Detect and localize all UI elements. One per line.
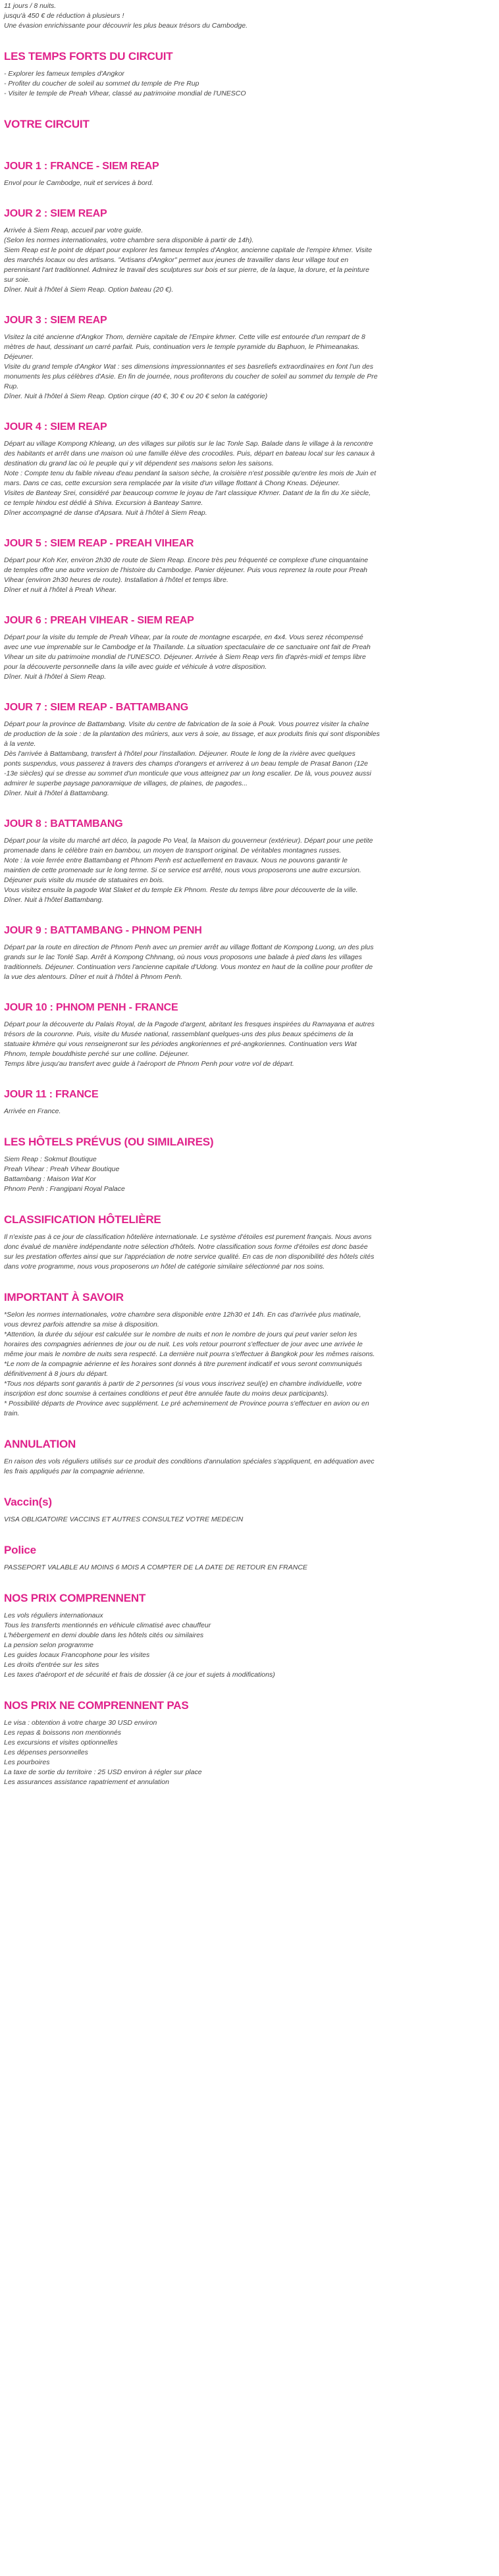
day-title: JOUR 4 : SIEM REAP [4,421,107,433]
day-description-line: Rup. [4,382,19,390]
day-description-line: destination du grand lac où le peuple qui y vit dépendent ses maisons selon les saisons. [4,460,274,467]
day-description-line: Déjeuner. [4,353,34,361]
text-line: Preah Vihear : Preah Vihear Boutique [4,1165,120,1173]
day-description-line: Départ pour la découverte du Palais Royal, de la Pagode d'argent, abritant les fresques inspirées du Ramayana et autres [4,1020,375,1028]
day-description-line: Dès l'arrivée à Battambang, transfert à l'hôtel pour l'installation. Déjeuner. Route le long de la rivière avec quelques [4,750,355,758]
text-line: La taxe de sortie du territoire : 25 USD environ à régler sur place [4,1768,202,1776]
text-line: *Le nom de la compagnie aérienne et les horaires sont donnés à titre purement indicatif et vous seront communiqués [4,1360,362,1368]
highlight-item: - Explorer les fameux temples d'Angkor [4,70,124,78]
text-line: donc évalué de manière indépendante notre sélection d'hôtels. Notre classification sous forme d'étoiles est donc basée [4,1243,368,1251]
day-description-line: ponts suspendus, vous passerez à travers des champs d'orangers et arriverez à un beau temple de Prasat Banon (12e [4,760,368,768]
annulation-title: ANNULATION [4,1438,76,1450]
text-line: Les dépenses personnelles [4,1748,88,1756]
itinerary-day [4,537,487,595]
day-description-line: Vihear (environ 2h30 heures de route). Installation à l'hôtel et temps libre. [4,576,228,584]
text-line: Siem Reap : Sokmut Boutique [4,1155,97,1163]
important-section [4,1290,487,1419]
day-description-line: traditionnels. Déjeuner. Continuation vers l'ancienne capitale d'Udong. Vous montez en haut de la colline pour profiter de [4,963,373,971]
itinerary-day [4,313,487,402]
itinerary-day [4,207,487,295]
highlight-item: - Visiter le temple de Preah Vihear, classé au patrimoine mondial de l'UNESCO [4,90,246,97]
day-description-line: Départ pour la visite du temple de Preah Vihear, par la route de montagne escarpée, en 4x4. Vous serez récompensé [4,633,363,641]
text-line: PASSEPORT VALABLE AU MOINS 6 MOIS A COMPTER DE LA DATE DE RETOUR EN FRANCE [4,1564,307,1571]
text-line: Les assurances assistance rapatriement et annulation [4,1778,169,1786]
day-description-line: la vue des alentours. Dîner et nuit à l'hôtel à Phnom Penh. [4,973,183,981]
day-description-line: Dîner. Nuit à l'hôtel à Siem Reap. Option bateau (20 €). [4,286,174,294]
day-description-line: admirer le superbe paysage panoramique de villages, de plaines, de pagodes... [4,779,248,787]
day-title: JOUR 3 : SIEM REAP [4,315,107,326]
itinerary-day [4,817,487,905]
day-description-line: Départ par la route en direction de Phnom Penh avec un premier arrêt au village flottant de Kompong Luong, un des plus [4,943,374,951]
text-line: Battambang : Maison Wat Kor [4,1175,96,1183]
included-title: NOS PRIX COMPRENNENT [4,1592,146,1604]
excluded-section [4,1698,487,1787]
text-line: Les pourboires [4,1758,50,1766]
itinerary-day [4,159,487,188]
text-line: sur les prestation offertes ainsi que sur l'appréciation de notre service qualité. En cas de non disponibilité des hôtels cités [4,1253,375,1261]
day-description-line: Note : Compte tenu du faible niveau d'eau pendant la saison sèche, la croisière n'est possible qu'entre les mois de Juin et [4,469,377,477]
itinerary-day [4,420,487,518]
excluded-list [4,1718,487,1787]
text-line: dans votre programme, nous vous proposerons un hôtel de catégorie similaire sélectionné par nos soins. [4,1263,325,1271]
text-line: Les excursions et visites optionnelles [4,1739,118,1747]
day-description-line: promenade dans le célèbre train en bambou, un moyen de transport original. De véritables montagnes russes. [4,847,342,854]
text-line: La pension selon programme [4,1641,93,1649]
police-section [4,1543,487,1573]
day-description-line: mars. Dans ce cas, cette excursion sera remplacée par la visite d'un village flottant à Chong Kneas. Déjeuner. [4,479,340,487]
excluded-title: NOS PRIX NE COMPRENNENT PAS [4,1699,189,1712]
annulation-text [4,1457,487,1477]
text-line: *Tous nos départs sont garantis à partir de 2 personnes (si vous vous inscrivez seul(e) en chambre individuelle, votre [4,1380,362,1388]
day-description-line: perennisant l'art traditionnel. Admirez le travail des sculptures sur bois et sur pierre, de la laque, la dorure, et la peinture [4,266,369,274]
classification-text [4,1232,487,1272]
day-description-line: Départ au village Kompong Khleang, un des villages sur pilotis sur le lac Tonle Sap. Balade dans le village à la rencontre [4,440,373,448]
day-description-line: trésors de la couronne. Puis, visite du Musée national, rassemblant quelques-uns des plus beaux spécimens de la [4,1030,354,1038]
police-title: Police [4,1544,36,1556]
day-description-line: Visitez la cité ancienne d'Angkor Thom, dernière capitale de l'Empire khmer. Cette ville est entourée d'un rempart de 8 [4,333,365,341]
text-line: même jour mais le nombre de nuits sera respecté. La dernière nuit pourra s'effectuer à Bangkok pour les mêmes raisons. [4,1350,375,1358]
text-line: Les guides locaux Francophone pour les visites [4,1651,150,1659]
classification-section [4,1213,487,1272]
hotels-list [4,1155,487,1194]
day-description-line: à la vente. [4,740,36,748]
included-list [4,1611,487,1680]
text-line: Les droits d'entrée sur les sites [4,1661,99,1669]
text-line: VISA OBLIGATOIRE VACCINS ET AUTRES CONSULTEZ VOTRE MEDECIN [4,1515,244,1523]
vaccins-text [4,1515,487,1525]
highlights-section [4,49,487,99]
circuit-title: VOTRE CIRCUIT [4,118,90,130]
text-line: les frais appliqués par la compagnie aérienne. [4,1467,145,1475]
highlights-title: LES TEMPS FORTS DU CIRCUIT [4,50,173,63]
day-description-line: Arrivée en France. [4,1107,61,1115]
intro [4,1,487,31]
day-description-line: des marchés locaux ou des artisans. "Artisans d'Angkor" permet aux jeunes de travailler dans leur village tout en [4,256,349,264]
text-line: L'hébergement en demi double dans les hôtels cités ou similaires [4,1631,204,1639]
day-title: JOUR 9 : BATTAMBANG - PHNOM PENH [4,925,202,936]
included-section [4,1591,487,1680]
day-description-line: Dîner. Nuit à l'hôtel à Siem Reap. [4,673,107,681]
day-description-line: statuaire khmère qui vous renseigneront sur les périodes angkoriennes et pré-angkoriennes. Continuation vers Wat [4,1040,357,1048]
hotels-title: LES HÔTELS PRÉVUS (OU SIMILAIRES) [4,1136,214,1148]
day-description-line: maintien de cette promenade sur le long terme. Si ce service est arrêté, nous vous proposerons une autre excursion. [4,866,361,874]
day-description-line: Départ pour Koh Ker, environ 2h30 de route de Siem Reap. Encore très peu fréquenté ce complexe d'une cinquantaine [4,556,369,564]
day-title: JOUR 7 : SIEM REAP - BATTAMBANG [4,702,189,713]
itinerary-day [4,1088,487,1117]
intro-description: Une évasion enrichissante pour découvrir les plus beaux trésors du Cambodge. [4,22,248,30]
day-description-line: Départ pour la province de Battambang. Visite du centre de fabrication de la soie à Pouk. Vous pourrez visiter la chaîne [4,720,369,728]
text-line: Le visa : obtention à votre charge 30 USD environ [4,1719,157,1727]
text-line: Il n'existe pas à ce jour de classification hôtelière internationale. Le système d'étoiles est purement français. Nous avons [4,1233,372,1241]
day-title: JOUR 8 : BATTAMBANG [4,818,123,829]
vaccins-section [4,1495,487,1525]
vaccins-title: Vaccin(s) [4,1496,52,1508]
important-text [4,1310,487,1419]
text-line: Phnom Penh : Frangipani Royal Palace [4,1185,125,1193]
classification-title: CLASSIFICATION HÔTELIÈRE [4,1213,161,1226]
day-description-line: grands sur le lac Tonlé Sap. Arrêt à Kompong Chhnang, où nous vous proposons une balade à pied dans les villages [4,953,362,961]
day-description-line: Départ pour la visite du marché art déco, la pagode Po Veal, la Maison du gouverneur (extérieur). Départ pour une petite [4,837,373,845]
day-description-line: Visites de Banteay Srei, considéré par beaucoup comme le joyau de l'art classique Khmer. Datant de la fin du Xe siècle, [4,489,371,497]
important-title: IMPORTANT À SAVOIR [4,1291,124,1303]
itinerary-day [4,1001,487,1069]
day-description-line: Vihear un site du patrimoine mondial de l'UNESCO. Déjeuner. Arrivée à Siem Reap vers fin d'après-midi et temps libre [4,653,366,661]
day-title: JOUR 5 : SIEM REAP - PREAH VIHEAR [4,538,194,549]
police-text [4,1563,487,1573]
text-line: vous devrez parfois attendre sa mise à disposition. [4,1321,159,1328]
text-line: *Attention, la durée du séjour est calculée sur le nombre de nuits et non le nombre de jours qui peut varier selon les [4,1330,357,1338]
day-description-line: Vous visitez ensuite la pagode Wat Slaket et du temple Ek Phnom. Reste du temps libre pour découverte de la ville. [4,886,358,894]
day-title: JOUR 1 : FRANCE - SIEM REAP [4,161,159,172]
day-description-line: Dîner et nuit à l'hôtel à Preah Vihear. [4,586,117,594]
day-description-line: de temples offre une autre version de l'histoire du Cambodge. Panier déjeuner. Puis vous reprenez la route pour Preah [4,566,368,574]
text-line: Tous les transferts mentionnés en véhicule climatisé avec chauffeur [4,1621,211,1629]
itinerary-day [4,700,487,799]
text-line: train. [4,1409,20,1417]
day-description-line: sur soie. [4,276,30,284]
text-line: En raison des vols réguliers utilisés sur ce produit des conditions d'annulation spéciales s'appliquent, en adéquation avec [4,1458,375,1465]
day-title: JOUR 10 : PHNOM PENH - FRANCE [4,1002,178,1013]
day-description-line: ce temple hindou est dédié à Shiva. Excursion à Banteay Samre. [4,499,203,507]
day-description-line: mètres de haut, dessinant un carré parfait. Puis, continuation vers le temple pyramide du Baphuon, le Phimeanakas. [4,343,360,351]
day-description-line: Siem Reap est le point de départ pour explorer les fameux temples d'Angkor, ancienne capitale de l'empire khmer. Visite [4,246,373,254]
day-description-line: Dîner. Nuit à l'hôtel à Siem Reap. Option cirque (40 €, 30 € ou 20 € selon la catégorie) [4,392,268,400]
day-description-line: monuments les plus célèbres d'Asie. En fin de journée, nous profiterons du coucher de soleil au sommet du temple de Pre [4,373,378,381]
text-line: inscription est donc soumise à certaines conditions et peut être annulée faute du moins deux participants). [4,1390,329,1398]
intro-discount: jusqu'à 450 € de réduction à plusieurs ! [4,12,124,20]
day-description-line: Dîner. Nuit à l'hôtel à Battambang. [4,789,109,797]
day-title: JOUR 6 : PREAH VIHEAR - SIEM REAP [4,615,194,626]
day-description-line: Arrivée à Siem Reap, accueil par votre guide. [4,226,144,234]
day-description-line: Temps libre jusqu'au transfert avec guide à l'aéroport de Phnom Penh pour votre vol de départ. [4,1060,294,1068]
day-title: JOUR 2 : SIEM REAP [4,208,107,219]
highlight-item: - Profiter du coucher de soleil au sommet du temple de Pre Rup [4,80,199,88]
intro-duration: 11 jours / 8 nuits. [4,2,57,10]
annulation-section [4,1437,487,1477]
day-description-line: pour la découverte personnelle dans la ville avec guide et véhicule à votre disposition. [4,663,267,671]
day-description-line: avec une vue imprenable sur le Cambodge et la Thaïlande. La situation spectaculaire de ce sanctuaire ont fait de Preah [4,643,371,651]
text-line: définitivement à 8 jours du départ. [4,1370,109,1378]
day-description-line: Dîner. Nuit à l'hôtel Battambang. [4,896,104,904]
day-description-line: Envol pour le Cambodge, nuit et services à bord. [4,179,154,187]
day-description-line: -13e siècles) qui se dresse au sommet d'un monticule que vous atteignez par un long escalier. De là, vous pouvez aussi [4,770,371,777]
text-line: Les vols réguliers internationaux [4,1612,103,1619]
text-line: Les repas & boissons non mentionnés [4,1729,122,1737]
day-description-line: Visite du grand temple d'Angkor Wat : ses dimensions impressionnantes et ses basreliefs extraordinaires en font l'un des [4,363,374,371]
text-line: horaires des compagnies aériennes de jour ou de nuit. Les vols retour pourront s'effectuer de jour avec une arrivée le [4,1340,363,1348]
text-line: *Selon les normes internationales, votre chambre sera disponible entre 12h30 et 14h. En cas d'arrivée plus matinale, [4,1311,361,1319]
hotels-section [4,1135,487,1194]
itinerary-day [4,614,487,682]
text-line: Les taxes d'aéroport et de sécurité et frais de dossier (à ce jour et sujets à modifications) [4,1671,275,1679]
day-description-line: de production de la soie : de la plantation des mûriers, aux vers à soie, au tissage, et aux produits finis qui sont disponibles [4,730,380,738]
text-line: * Possibilité départs de Province avec supplément. Le pré acheminement de Province pourra s'effectuer en avion ou en [4,1400,369,1407]
day-description-line: des habitants et arrêt dans une maison où une famille élève des crocodiles. Puis, départ en bateau local sur les canaux à [4,450,375,458]
day-description-line: Dîner accompagné de danse d'Apsara. Nuit à l'hôtel à Siem Reap. [4,509,207,517]
day-title: JOUR 11 : FRANCE [4,1089,99,1100]
itinerary-days [4,159,487,1117]
itinerary-day [4,924,487,982]
day-description-line: Note : la voie ferrée entre Battambang et Phnom Penh est actuellement en travaux. Nous ne pouvons garantir le [4,856,348,864]
day-description-line: (Selon les normes internationales, votre chambre sera disponible à partir de 14h). [4,236,254,244]
day-description-line: Déjeuner puis visite du musée de statuaires en bois. [4,876,165,884]
day-description-line: Phnom, temple bouddhiste perché sur une colline. Déjeuner. [4,1050,190,1058]
